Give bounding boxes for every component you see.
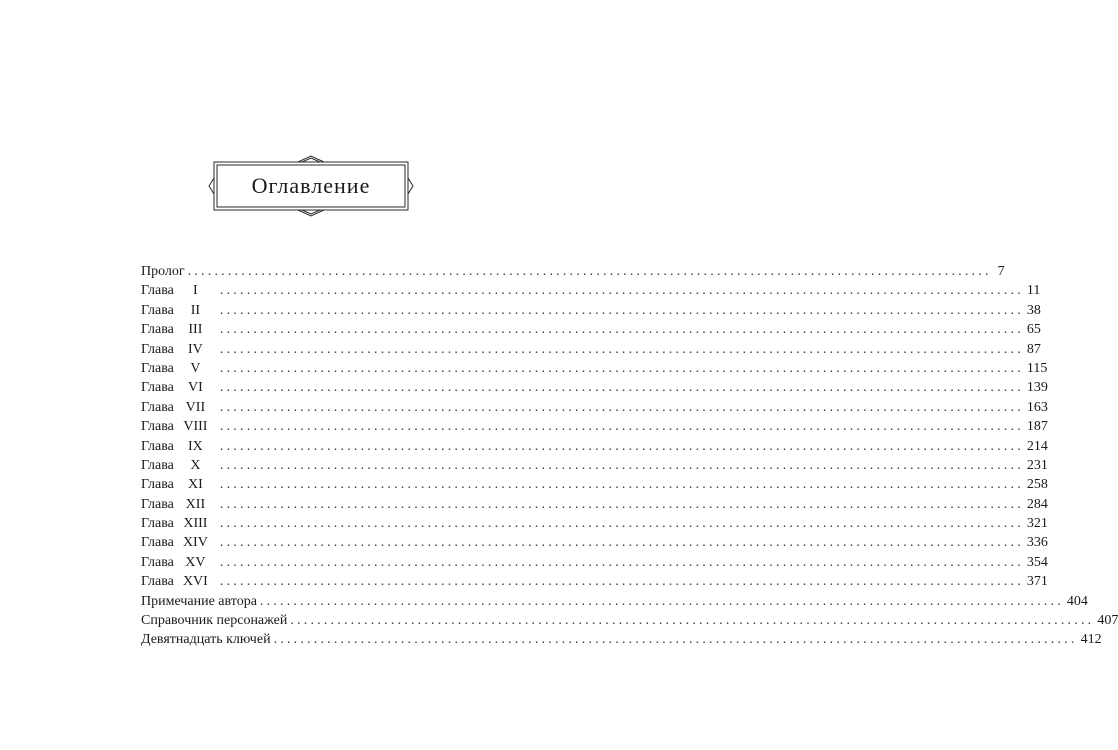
dot-leader: ........................................................................................................................ bbox=[219, 457, 1024, 473]
toc-entry-chapter-number: V bbox=[190, 360, 201, 376]
toc-entry-chapter-number: IX bbox=[188, 438, 203, 454]
toc-entry[interactable] bbox=[141, 320, 1041, 339]
toc-entry-title: Глава bbox=[141, 554, 174, 570]
toc-entry-label bbox=[141, 340, 217, 359]
title-frame bbox=[206, 156, 416, 216]
toc-entry-chapter-number: III bbox=[188, 322, 203, 338]
dot-leader: ........................................................................................................................ bbox=[219, 496, 1024, 512]
toc-entry-page: 321 bbox=[1026, 516, 1048, 532]
dot-leader: ........................................................................................................................ bbox=[219, 322, 1024, 338]
dot-leader: ........................................................................................................................ bbox=[219, 419, 1024, 435]
toc-entry-label bbox=[141, 592, 257, 611]
toc-entry[interactable] bbox=[141, 572, 1048, 591]
toc-entry-chapter-number: XIII bbox=[183, 516, 208, 532]
toc-entry-page: 139 bbox=[1026, 380, 1048, 396]
dot-leader: ........................................................................................................................ bbox=[219, 554, 1024, 570]
toc-entry[interactable] bbox=[141, 398, 1048, 417]
toc-entry-title: Глава bbox=[141, 457, 174, 473]
toc-entry-label bbox=[141, 514, 217, 533]
toc-entry-label bbox=[141, 437, 217, 456]
dot-leader: ........................................................................................................................ bbox=[219, 535, 1024, 551]
toc-entry-page: 115 bbox=[1026, 360, 1048, 376]
toc-entry-title: Глава bbox=[141, 438, 174, 454]
toc-entry[interactable] bbox=[141, 340, 1041, 359]
toc-entry[interactable] bbox=[141, 592, 1088, 611]
toc-entry-title: Глава bbox=[141, 535, 174, 551]
toc-entry-page: 258 bbox=[1026, 477, 1048, 493]
toc-entry[interactable] bbox=[141, 630, 1102, 649]
dot-leader: ........................................................................................................................ bbox=[219, 360, 1024, 376]
dot-leader: ........................................................................................................................ bbox=[219, 399, 1024, 415]
dot-leader: ........................................................................................................................ bbox=[219, 574, 1024, 590]
toc-entry[interactable] bbox=[141, 281, 1041, 300]
toc-entry-page: 163 bbox=[1026, 399, 1048, 415]
toc-entry-label bbox=[141, 475, 217, 494]
toc-entry[interactable] bbox=[141, 417, 1048, 436]
toc-entry-page: 407 bbox=[1097, 613, 1118, 629]
toc-entry-page: 214 bbox=[1026, 438, 1048, 454]
toc-entry[interactable] bbox=[141, 495, 1048, 514]
toc-entry-title: Глава bbox=[141, 477, 174, 493]
toc-entry-label bbox=[141, 572, 217, 591]
dot-leader: ........................................................................................................................ bbox=[219, 302, 1024, 318]
toc-entry-page: 7 bbox=[997, 264, 1005, 279]
toc-entry-label bbox=[141, 320, 217, 339]
dot-leader: ........................................................................................................................ bbox=[219, 477, 1024, 493]
toc-entry-chapter-number: I bbox=[193, 283, 198, 299]
dot-leader: ........................................................................................................................ bbox=[273, 632, 1078, 648]
toc-entry-label bbox=[141, 301, 217, 320]
dot-leader: ........................................................................................................................ bbox=[219, 380, 1024, 396]
toc-entry-page: 354 bbox=[1026, 554, 1048, 570]
toc-entry-title: Глава bbox=[141, 419, 174, 435]
toc-entry-chapter-number: XI bbox=[188, 477, 203, 493]
toc-entry-title: Глава bbox=[141, 341, 174, 357]
toc-entry-page: 284 bbox=[1026, 496, 1048, 512]
toc-entry-chapter-number: XVI bbox=[182, 574, 208, 590]
toc-entry-page: 65 bbox=[1026, 322, 1041, 338]
toc-entry-page: 38 bbox=[1026, 302, 1041, 318]
toc-entry[interactable] bbox=[141, 378, 1048, 397]
dot-leader: ........................................................................................................................ bbox=[219, 516, 1024, 532]
toc-entry-label bbox=[141, 417, 217, 436]
dot-leader: ........................................................................................................................ bbox=[290, 613, 1095, 629]
toc-entry[interactable] bbox=[141, 437, 1048, 456]
toc-entry-page: 404 bbox=[1066, 593, 1088, 609]
toc-entry-label bbox=[141, 359, 217, 378]
toc-entry-label bbox=[141, 533, 217, 552]
toc-entry-title: Глава bbox=[141, 360, 174, 376]
toc-entry[interactable] bbox=[141, 301, 1041, 320]
toc-entry[interactable] bbox=[141, 553, 1048, 572]
toc-entry-label bbox=[141, 495, 217, 514]
toc-entry-title: Глава bbox=[141, 283, 174, 299]
table-of-contents bbox=[141, 262, 1118, 650]
toc-entry-title: Глава bbox=[141, 380, 174, 396]
toc-entry-page: 231 bbox=[1026, 457, 1048, 473]
toc-entry-chapter-number: XII bbox=[185, 496, 206, 512]
toc-entry[interactable] bbox=[141, 262, 1005, 281]
toc-entry[interactable] bbox=[141, 475, 1048, 494]
toc-entry-label bbox=[141, 456, 217, 475]
toc-entry-chapter-number: II bbox=[190, 302, 201, 318]
toc-entry-label bbox=[141, 630, 271, 649]
toc-entry-chapter-number: XV bbox=[185, 554, 206, 570]
toc-entry-page: 187 bbox=[1026, 419, 1048, 435]
toc-entry-label bbox=[141, 378, 217, 397]
toc-entry-label bbox=[141, 262, 185, 281]
toc-entry[interactable] bbox=[141, 514, 1048, 533]
dot-leader: ........................................................................................................................ bbox=[187, 264, 992, 279]
dot-leader: ........................................................................................................................ bbox=[219, 438, 1024, 454]
toc-entry-title: Девятнадцать ключей bbox=[141, 632, 271, 648]
dot-leader: ........................................................................................................................ bbox=[219, 283, 1024, 299]
toc-entry-label bbox=[141, 281, 217, 300]
dot-leader: ........................................................................................................................ bbox=[219, 341, 1024, 357]
toc-entry-label bbox=[141, 611, 287, 630]
toc-entry-page: 371 bbox=[1026, 574, 1048, 590]
toc-entry-title: Глава bbox=[141, 302, 174, 318]
toc-entry-page: 87 bbox=[1026, 341, 1041, 357]
toc-entry-title: Глава bbox=[141, 399, 174, 415]
toc-entry-chapter-number: IV bbox=[188, 341, 203, 357]
toc-entry-title: Глава bbox=[141, 322, 174, 338]
toc-entry[interactable] bbox=[141, 359, 1048, 378]
dot-leader: ........................................................................................................................ bbox=[259, 593, 1064, 609]
toc-entry[interactable] bbox=[141, 456, 1048, 475]
toc-entry-title: Примечание автора bbox=[141, 593, 257, 609]
page-title: Оглавление bbox=[251, 173, 371, 198]
toc-entry-title: Глава bbox=[141, 574, 174, 590]
toc-entry-chapter-number: X bbox=[190, 457, 201, 473]
toc-entry-chapter-number: VI bbox=[188, 380, 203, 396]
toc-entry-page: 11 bbox=[1026, 283, 1041, 299]
toc-entry-title: Пролог bbox=[141, 264, 185, 279]
toc-entry-title: Глава bbox=[141, 516, 174, 532]
toc-entry-title: Справочник персонажей bbox=[141, 613, 288, 629]
toc-entry-chapter-number: VII bbox=[185, 399, 206, 415]
toc-entry-label bbox=[141, 398, 217, 417]
toc-entry[interactable] bbox=[141, 611, 1118, 630]
toc-entry-title: Глава bbox=[141, 496, 174, 512]
toc-entry-chapter-number: XIV bbox=[182, 535, 208, 551]
toc-entry-page: 412 bbox=[1080, 632, 1102, 648]
toc-entry-page: 336 bbox=[1026, 535, 1048, 551]
toc-entry-label bbox=[141, 553, 217, 572]
toc-entry[interactable] bbox=[141, 533, 1048, 552]
toc-entry-chapter-number: VIII bbox=[183, 419, 208, 435]
